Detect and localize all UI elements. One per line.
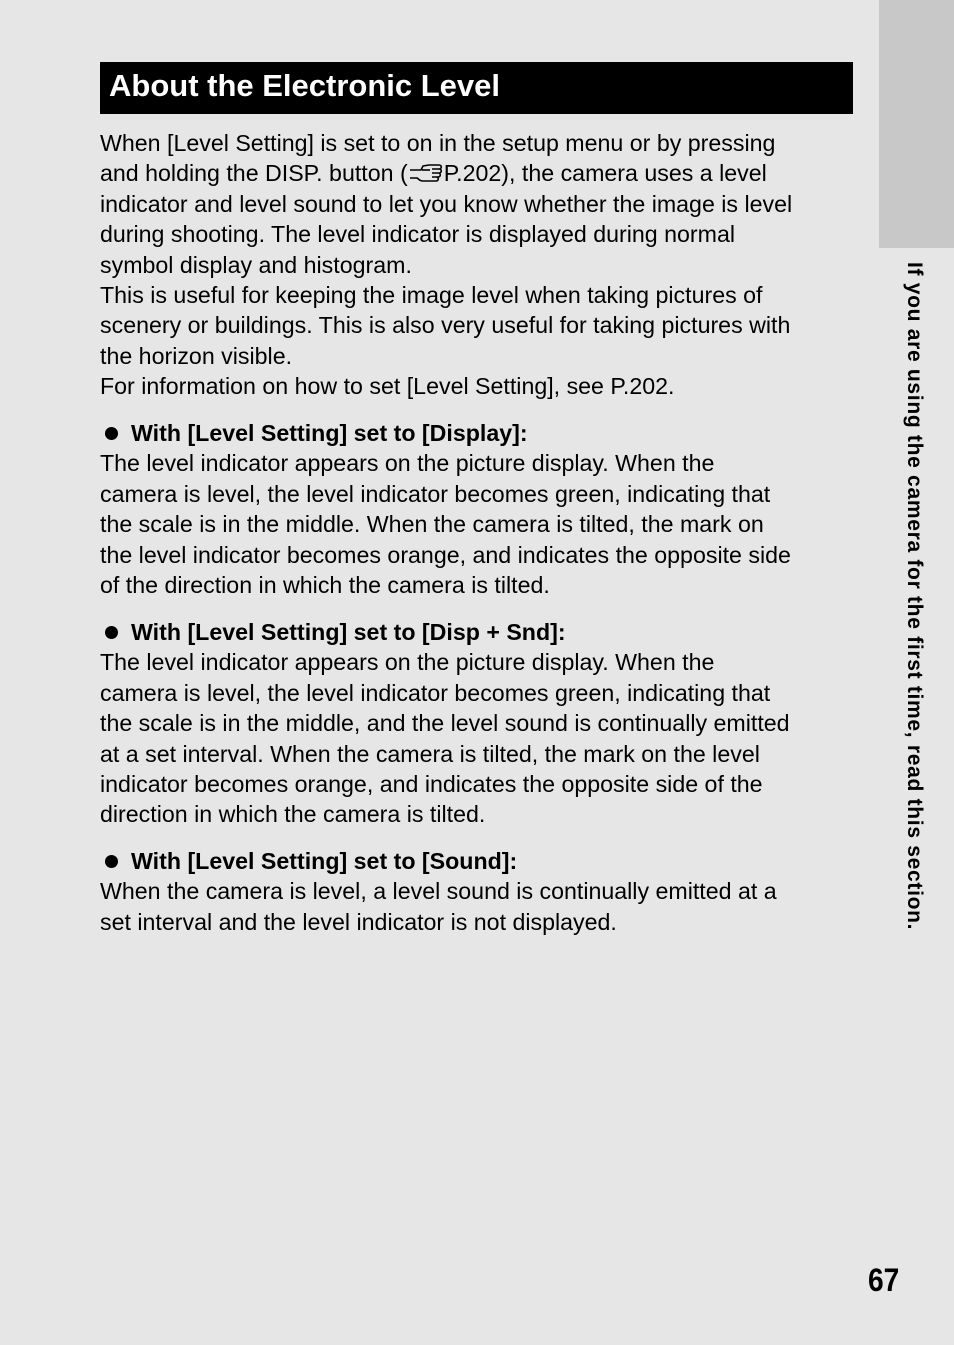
intro-line: When [Level Setting] is set to on in the setup menu or by pressing bbox=[100, 130, 776, 156]
page-number: 67 bbox=[868, 1262, 900, 1298]
section-line: the scale is in the middle. When the camera is tilted, the mark on bbox=[100, 511, 764, 538]
intro-line: This is useful for keeping the image level when taking pictures of bbox=[100, 282, 763, 309]
section-sound bbox=[100, 846, 860, 937]
bullet-icon bbox=[105, 855, 118, 868]
reference-pointer-icon bbox=[408, 161, 444, 185]
intro-line: symbol display and histogram. bbox=[100, 251, 412, 278]
intro-line: For information on how to set [Level Setting], see P.202. bbox=[100, 373, 675, 400]
section-line: indicator becomes orange, and indicates the opposite side of the bbox=[100, 771, 763, 798]
intro-paragraph bbox=[100, 128, 860, 402]
section-line: camera is level, the level indicator becomes green, indicating that bbox=[100, 480, 771, 507]
section-line: at a set interval. When the camera is tilted, the mark on the level bbox=[100, 740, 760, 767]
section-line: When the camera is level, a level sound is continually emitted at a bbox=[100, 878, 777, 905]
bullet-heading bbox=[100, 846, 860, 876]
section-line: direction in which the camera is tilted. bbox=[100, 801, 486, 828]
bullet-title: With [Level Setting] set to [Disp + Snd]: bbox=[131, 619, 566, 645]
intro-line: during shooting. The level indicator is displayed during normal bbox=[100, 221, 736, 248]
section-heading: About the Electronic Level bbox=[100, 62, 853, 114]
intro-line: the horizon visible. bbox=[100, 342, 293, 369]
intro-line bbox=[100, 158, 860, 188]
section-display bbox=[100, 418, 860, 600]
section-line: The level indicator appears on the picture display. When the bbox=[100, 649, 715, 676]
bullet-title: With [Level Setting] set to [Display]: bbox=[131, 420, 528, 446]
intro-line: scenery or buildings. This is also very useful for taking pictures with bbox=[100, 312, 791, 339]
bullet-title: With [Level Setting] set to [Sound]: bbox=[131, 848, 518, 874]
side-section-label: If you are using the camera for the first time, read this section. bbox=[903, 262, 926, 931]
intro-text: and holding the DISP. button ( bbox=[100, 160, 408, 187]
bullet-icon bbox=[105, 427, 118, 440]
section-line: the level indicator becomes orange, and indicates the opposite side bbox=[100, 541, 791, 568]
section-line: of the direction in which the camera is tilted. bbox=[100, 572, 550, 599]
intro-line: indicator and level sound to let you know whether the image is level bbox=[100, 190, 793, 217]
section-line: set interval and the level indicator is not displayed. bbox=[100, 908, 617, 935]
bullet-heading bbox=[100, 617, 860, 647]
section-line: camera is level, the level indicator becomes green, indicating that bbox=[100, 679, 771, 706]
section-tab bbox=[879, 0, 954, 248]
bullet-heading bbox=[100, 418, 860, 448]
section-line: The level indicator appears on the picture display. When the bbox=[100, 450, 715, 477]
section-disp-snd bbox=[100, 617, 860, 830]
intro-text: P.202), the camera uses a level bbox=[443, 160, 767, 187]
section-line: the scale is in the middle, and the level sound is continually emitted bbox=[100, 710, 790, 737]
bullet-icon bbox=[105, 626, 118, 639]
